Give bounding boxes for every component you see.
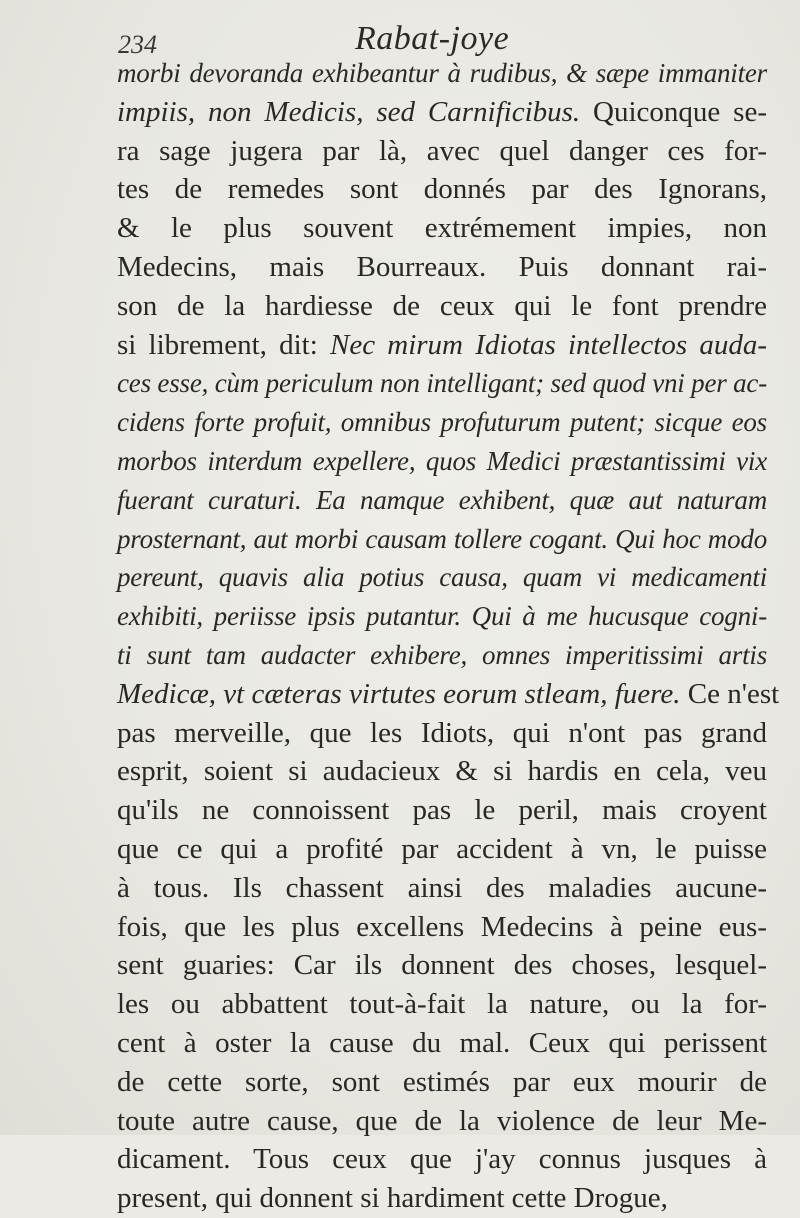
text-line: à tous. Ils chassent ainsi des maladies aucune- — [117, 871, 767, 904]
latin-quotation: Nec mirum Idiotas intellectos auda- — [329, 328, 767, 361]
body-text — [117, 54, 780, 1218]
latin-quotation: impiis, non Medicis, sed Carnificibus. — [117, 95, 581, 128]
text-line: dicament. Tous ceux que j'ay connus jusques à — [117, 1143, 767, 1176]
text-line: pereunt, quavis alia potius causa, quam vi medicamenti — [117, 562, 767, 593]
french-text: Quiconque se- — [580, 95, 768, 128]
text-line: ces esse, cùm periculum non intelligant; sed quod vni per ac- — [117, 368, 767, 399]
french-text: si librement, dit: — [117, 328, 330, 361]
text-line — [117, 93, 767, 132]
text-line: Medecins, mais Bourreaux. Puis donnant rai- — [117, 250, 767, 283]
text-line: ti sunt tam audacter exhibere, omnes imperitissimi artis — [117, 639, 767, 670]
text-line: fuerant curaturi. Ea namque exhibent, quæ aut naturam — [117, 484, 767, 515]
text-line: sent guaries: Car ils donnent des choses, lesquel- — [117, 949, 767, 982]
text-line: tes de remedes sont donnés par des Ignorans, — [117, 173, 767, 206]
text-line: qu'ils ne connoissent pas le peril, mais croyent — [117, 794, 767, 827]
text-line: de cette sorte, sont estimés par eux mourir de — [117, 1065, 767, 1098]
text-line: son de la hardiesse de ceux qui le font prendre — [117, 289, 767, 322]
text-line: que ce qui a profité par accident à vn, le puisse — [117, 832, 767, 865]
text-line: pas merveille, que les Idiots, qui n'ont pas grand — [117, 716, 767, 749]
text-line: exhibiti, periisse ipsis putantur. Qui à me hucusque cogni- — [117, 601, 767, 632]
text-line: ra sage jugera par là, avec quel danger ces for- — [117, 134, 767, 167]
text-line: prosternant, aut morbi causam tollere cogant. Qui hoc modo — [117, 523, 767, 554]
text-line: morbi devoranda exhibeantur à rudibus, & sæpe immaniter — [117, 58, 767, 88]
text-line: & le plus souvent extrémement impies, non — [117, 212, 767, 245]
text-line: fois, que les plus excellens Medecins à peine eus- — [117, 910, 767, 943]
text-line: morbos interdum expellere, quos Medici præstantissimi vix — [117, 445, 767, 476]
text-line — [117, 326, 767, 365]
text-line: cidens forte profuit, omnibus profuturum putent; sicque eos — [117, 407, 767, 438]
text-line: esprit, soient si audacieux & si hardis en cela, veu — [117, 755, 767, 788]
text-line — [117, 675, 780, 714]
running-head: Rabat-joye — [355, 20, 510, 57]
text-line: cent à oster la cause du mal. Ceux qui perissent — [117, 1026, 767, 1059]
page-number: 234 — [118, 30, 157, 59]
text-line: toute autre cause, que de la violence de leur Me- — [117, 1104, 767, 1137]
text-line: present, qui donnent si hardiment cette Drogue, — [117, 1182, 668, 1215]
french-text: Ce n'est — [680, 677, 780, 710]
latin-quotation: Medicæ, vt cæteras virtutes eorum stleam, fuere. — [117, 677, 681, 710]
text-line: les ou abbattent tout-à-fait la nature, ou la for- — [117, 988, 767, 1021]
